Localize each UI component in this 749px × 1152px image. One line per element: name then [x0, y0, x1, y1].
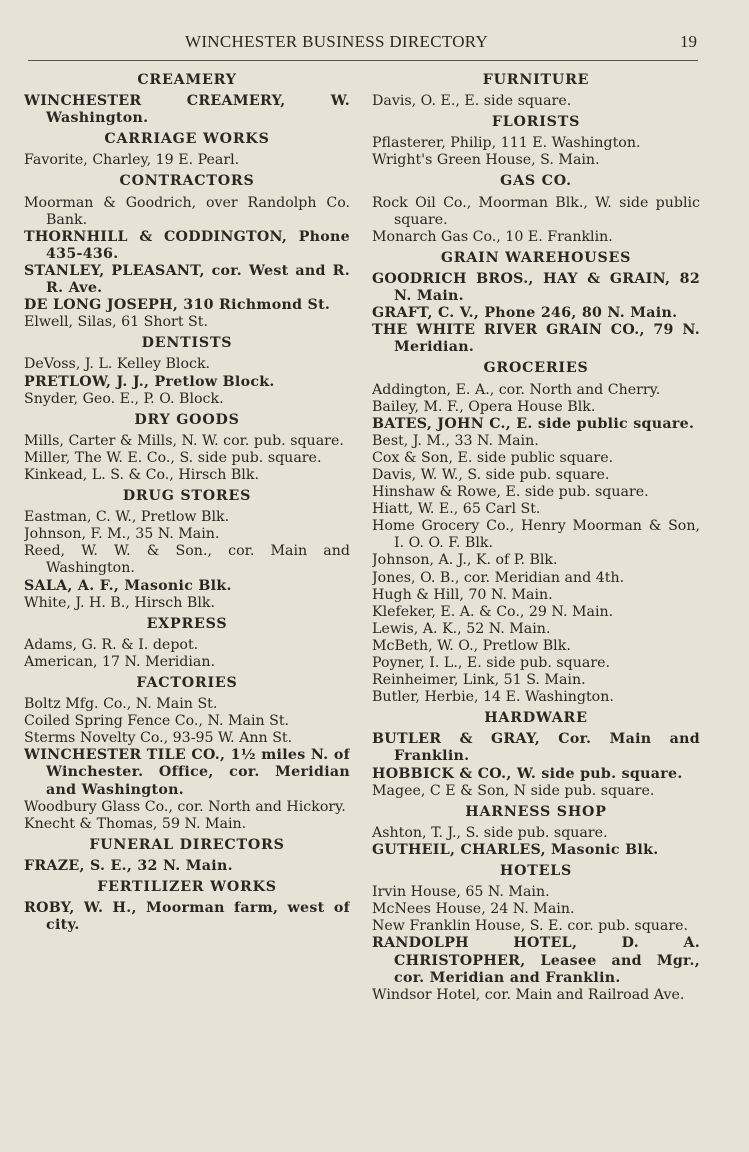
directory-entry: STANLEY, PLEASANT, cor. West and R. R. Ave.	[24, 262, 350, 297]
directory-entry: American, 17 N. Meridian.	[24, 653, 216, 670]
directory-entry: SALA, A. F., Masonic Blk.	[24, 577, 232, 594]
header-rule	[28, 60, 698, 61]
directory-entry: Best, J. M., 33 N. Main.	[372, 432, 539, 449]
directory-entry: Elwell, Silas, 61 Short St.	[24, 314, 208, 331]
section-heading: GRAIN WAREHOUSES	[440, 249, 632, 266]
directory-entry: Johnson, A. J., K. of P. Blk.	[372, 552, 558, 569]
directory-entry: GOODRICH BROS., HAY & GRAIN, 82 N. Main.	[372, 270, 700, 305]
section-heading: FACTORIES	[136, 675, 238, 691]
section-heading: DRY GOODS	[134, 411, 240, 428]
right-column	[372, 68, 700, 1138]
directory-entry: White, J. H. B., Hirsch Blk.	[24, 594, 215, 611]
directory-entry: Addington, E. A., cor. North and Cherry.	[372, 381, 661, 398]
directory-entry: Monarch Gas Co., 10 E. Franklin.	[372, 228, 613, 245]
directory-entry: Sterms Novelty Co., 93-95 W. Ann St.	[24, 730, 293, 747]
directory-entry: GRAFT, C. V., Phone 246, 80 N. Main.	[372, 305, 678, 322]
section-heading: FLORISTS	[491, 114, 581, 131]
section-creamery	[24, 72, 350, 127]
section-heading: GROCERIES	[483, 360, 589, 377]
section-heading: HOTELS	[499, 863, 573, 880]
section-dry-goods	[24, 412, 350, 484]
section-heading: FURNITURE	[482, 72, 590, 88]
directory-entry: Adams, G. R. & I. depot.	[24, 636, 199, 653]
directory-entry: Home Grocery Co., Henry Moorman & Son, I. O. O. F. Blk.	[372, 518, 700, 552]
directory-entry: Davis, O. E., E. side square.	[372, 93, 572, 110]
section-express	[24, 616, 350, 671]
directory-entry: Lewis, A. K., 52 N. Main.	[372, 620, 551, 637]
directory-entry: Magee, C E & Son, N side pub. square.	[372, 782, 655, 799]
directory-title: WINCHESTER BUSINESS DIRECTORY	[185, 32, 489, 51]
section-carriage-works	[24, 131, 350, 169]
section-heading: FUNERAL DIRECTORS	[89, 836, 285, 853]
directory-entry: Ashton, T. J., S. side pub. square.	[372, 824, 608, 841]
directory-entry: Butler, Herbie, 14 E. Washington.	[372, 689, 614, 706]
section-furniture	[372, 72, 700, 110]
directory-entry: Reinheimer, Link, 51 S. Main.	[372, 672, 586, 689]
directory-entry: PRETLOW, J. J., Pretlow Block.	[24, 373, 275, 390]
section-heading: CARRIAGE WORKS	[104, 131, 270, 148]
directory-entry: Moorman & Goodrich, over Randolph Co. Bank.	[24, 194, 350, 228]
directory-entry: Klefeker, E. A. & Co., 29 N. Main.	[372, 603, 614, 620]
page-header	[0, 30, 749, 54]
section-heading: DRUG STORES	[122, 488, 252, 505]
section-hardware	[372, 710, 700, 799]
directory-entry: BUTLER & GRAY, Cor. Main and Franklin.	[372, 731, 700, 765]
section-harness-shop	[372, 804, 700, 859]
directory-entry: Boltz Mfg. Co., N. Main St.	[24, 696, 218, 713]
section-heading: DENTISTS	[141, 335, 233, 352]
section-contractors	[24, 173, 350, 331]
directory-entry: HOBBICK & CO., W. side pub. square.	[372, 765, 683, 782]
directory-entry: Rock Oil Co., Moorman Blk., W. side public square.	[372, 194, 700, 228]
directory-entry: Kinkead, L. S. & Co., Hirsch Blk.	[24, 466, 259, 483]
directory-entry: Poyner, I. L., E. side pub. square.	[372, 655, 611, 671]
section-drug-stores	[24, 488, 350, 612]
section-grain-warehouses	[372, 250, 700, 357]
directory-entry: WINCHESTER CREAMERY, W. Washington.	[24, 93, 350, 127]
directory-entry: RANDOLPH HOTEL, D. A. CHRISTOPHER, Leasee and Mgr., cor. Meridian and Franklin.	[372, 935, 700, 986]
section-funeral-directors	[24, 837, 350, 875]
directory-entry: Mills, Carter & Mills, N. W. cor. pub. square.	[24, 432, 344, 449]
section-factories	[24, 675, 350, 833]
section-groceries	[372, 360, 700, 706]
directory-entry: DeVoss, J. L. Kelley Block.	[24, 356, 211, 373]
section-hotels	[372, 863, 700, 1004]
directory-entry: THORNHILL & CODDINGTON, Phone 435-436.	[24, 228, 350, 262]
directory-entry: FRAZE, S. E., 32 N. Main.	[24, 857, 233, 874]
directory-entry: Pflasterer, Philip, 111 E. Washington.	[372, 135, 641, 152]
section-heading: EXPRESS	[146, 615, 228, 632]
section-florists	[372, 114, 700, 169]
directory-entry: Eastman, C. W., Pretlow Blk.	[24, 509, 230, 526]
directory-entry: Windsor Hotel, cor. Main and Railroad Ave.	[372, 986, 685, 1003]
directory-entry: WINCHESTER TILE CO., 1½ miles N. of Winchester. Office, cor. Meridian and Washington.	[24, 747, 350, 798]
directory-entry: New Franklin House, S. E. cor. pub. square.	[372, 918, 689, 935]
directory-entry: Hugh & Hill, 70 N. Main.	[372, 586, 553, 603]
section-heading: CREAMERY	[137, 72, 237, 88]
section-gas-co	[372, 173, 700, 245]
directory-entry: THE WHITE RIVER GRAIN CO., 79 N. Meridian.	[372, 322, 700, 356]
page-number: 19	[680, 32, 697, 51]
directory-entry: Knecht & Thomas, 59 N. Main.	[24, 815, 247, 832]
section-dentists	[24, 335, 350, 407]
section-fertilizer-works	[24, 879, 350, 934]
section-heading: HARNESS SHOP	[465, 803, 607, 820]
directory-entry: Davis, W. W., S. side pub. square.	[372, 466, 610, 483]
directory-entry: Jones, O. B., cor. Meridian and 4th.	[372, 569, 625, 586]
section-heading: CONTRACTORS	[119, 173, 255, 190]
directory-entry: Coiled Spring Fence Co., N. Main St.	[24, 713, 290, 730]
directory-entry: BATES, JOHN C., E. side public square.	[372, 415, 695, 432]
directory-entry: Reed, W. W. & Son., cor. Main and Washington.	[24, 543, 350, 577]
directory-entry: Woodbury Glass Co., cor. North and Hickory.	[24, 798, 346, 815]
directory-entry: ROBY, W. H., Moorman farm, west of city.	[24, 900, 350, 934]
directory-entry: GUTHEIL, CHARLES, Masonic Blk.	[372, 841, 659, 858]
directory-entry: Hiatt, W. E., 65 Carl St.	[372, 501, 541, 518]
left-column	[24, 68, 350, 1138]
section-heading: GAS CO.	[500, 173, 572, 190]
section-heading: FERTILIZER WORKS	[97, 879, 277, 896]
directory-entry: Bailey, M. F., Opera House Blk.	[372, 398, 596, 415]
directory-entry: McNees House, 24 N. Main.	[372, 901, 575, 918]
directory-entry: DE LONG JOSEPH, 310 Richmond St.	[24, 297, 331, 314]
section-heading: HARDWARE	[484, 710, 588, 727]
directory-entry: Snyder, Geo. E., P. O. Block.	[24, 390, 224, 407]
directory-entry: Cox & Son, E. side public square.	[372, 449, 614, 466]
directory-entry: Miller, The W. E. Co., S. side pub. square.	[24, 449, 322, 466]
directory-entry: Favorite, Charley, 19 E. Pearl.	[24, 152, 240, 169]
directory-entry: Wright's Green House, S. Main.	[372, 152, 600, 169]
directory-entry: Johnson, F. M., 35 N. Main.	[24, 526, 220, 543]
directory-entry: Irvin House, 65 N. Main.	[372, 884, 550, 901]
directory-entry: Hinshaw & Rowe, E. side pub. square.	[372, 484, 649, 501]
directory-entry: McBeth, W. O., Pretlow Blk.	[372, 637, 571, 654]
